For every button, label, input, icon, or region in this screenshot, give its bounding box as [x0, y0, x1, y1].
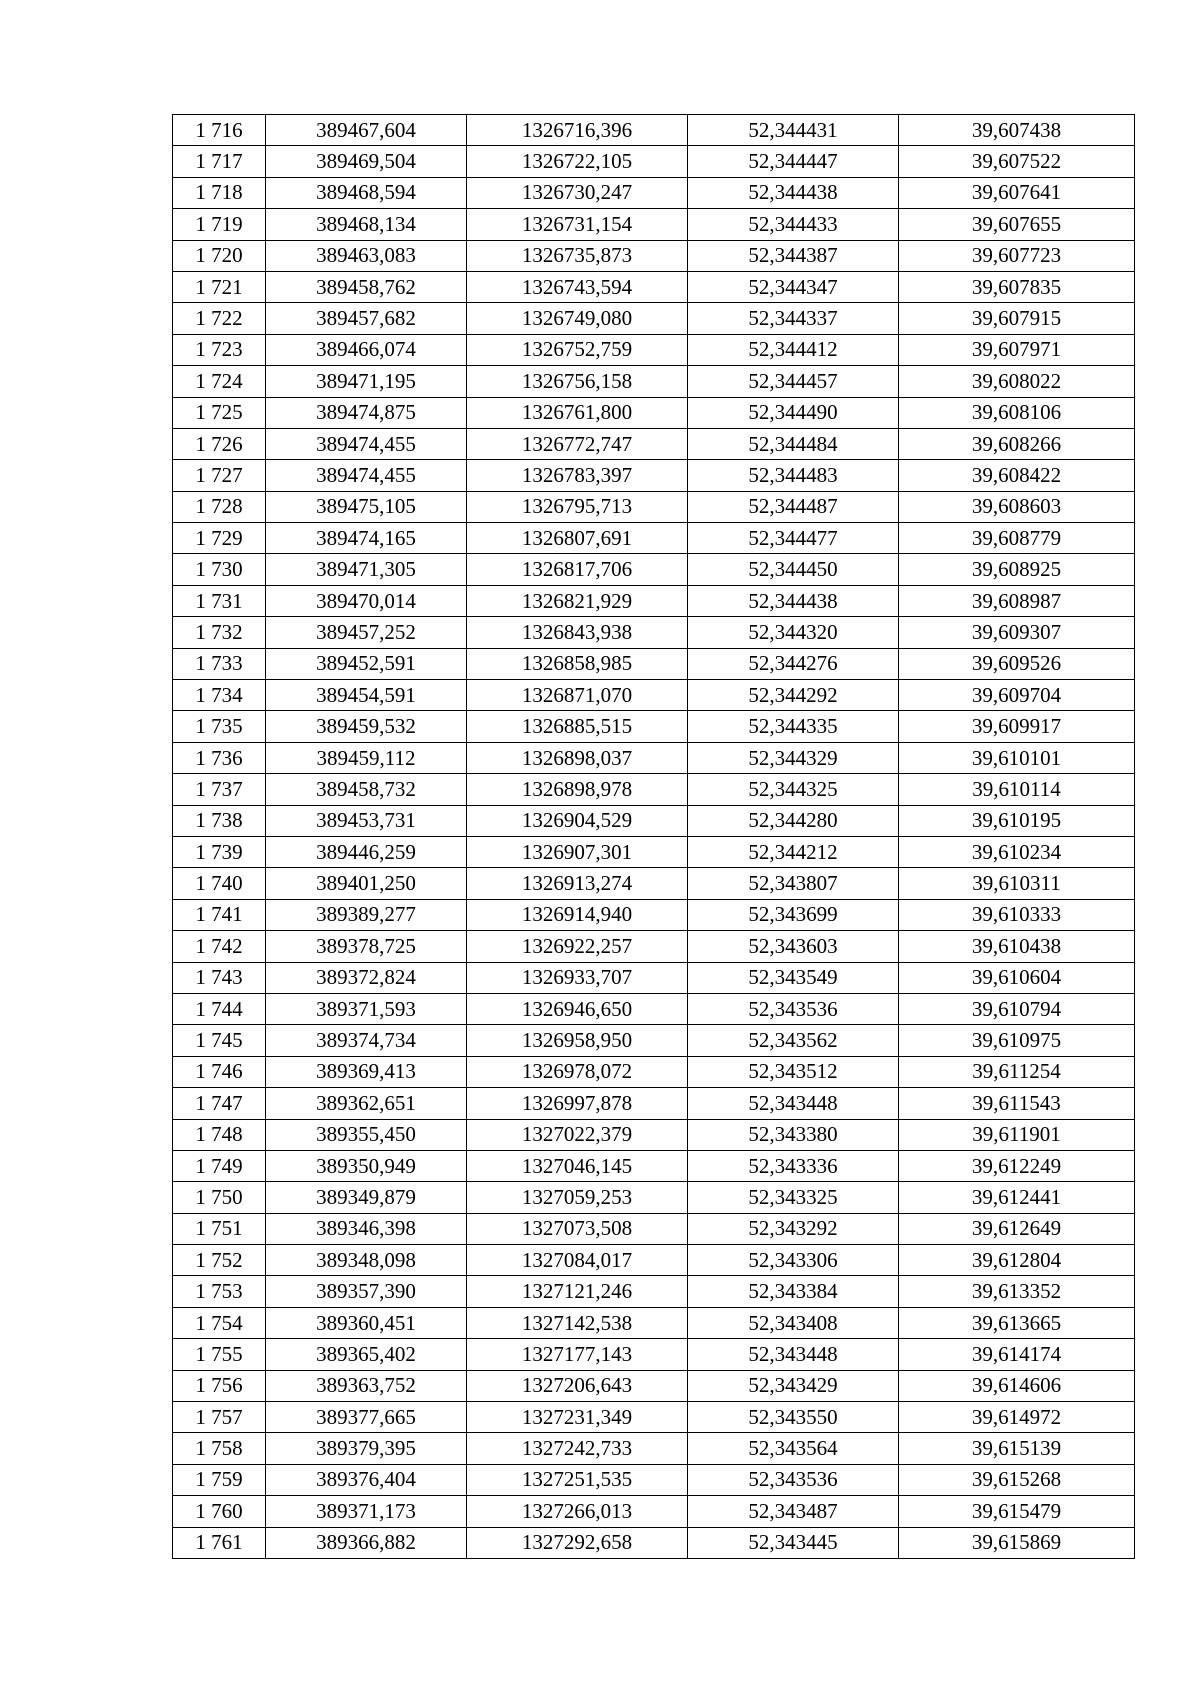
longitude-cell: 39,607522	[899, 146, 1135, 177]
y-coordinate-cell: 1326933,707	[467, 962, 688, 993]
latitude-cell: 52,343564	[688, 1433, 899, 1464]
x-coordinate-cell: 389468,134	[266, 209, 467, 240]
x-coordinate-cell: 389401,250	[266, 868, 467, 899]
table-row	[173, 1496, 1135, 1527]
latitude-cell: 52,343562	[688, 1025, 899, 1056]
point-number-cell: 1 750	[173, 1182, 266, 1213]
x-coordinate-cell: 389371,173	[266, 1496, 467, 1527]
table-row	[173, 931, 1135, 962]
point-number-cell: 1 746	[173, 1056, 266, 1087]
x-coordinate-cell: 389357,390	[266, 1276, 467, 1307]
y-coordinate-cell: 1326946,650	[467, 993, 688, 1024]
point-number-cell: 1 727	[173, 460, 266, 491]
table-row	[173, 1150, 1135, 1181]
latitude-cell: 52,344276	[688, 648, 899, 679]
point-number-cell: 1 729	[173, 523, 266, 554]
longitude-cell: 39,611901	[899, 1119, 1135, 1150]
table-row	[173, 1119, 1135, 1150]
longitude-cell: 39,611543	[899, 1088, 1135, 1119]
latitude-cell: 52,343487	[688, 1496, 899, 1527]
y-coordinate-cell: 1327292,658	[467, 1527, 688, 1558]
latitude-cell: 52,343603	[688, 931, 899, 962]
x-coordinate-cell: 389377,665	[266, 1402, 467, 1433]
longitude-cell: 39,610101	[899, 742, 1135, 773]
longitude-cell: 39,607915	[899, 303, 1135, 334]
table-row	[173, 774, 1135, 805]
latitude-cell: 52,344450	[688, 554, 899, 585]
point-number-cell: 1 744	[173, 993, 266, 1024]
table-row	[173, 491, 1135, 522]
latitude-cell: 52,343325	[688, 1182, 899, 1213]
point-number-cell: 1 719	[173, 209, 266, 240]
latitude-cell: 52,344347	[688, 271, 899, 302]
y-coordinate-cell: 1327142,538	[467, 1307, 688, 1338]
point-number-cell: 1 737	[173, 774, 266, 805]
x-coordinate-cell: 389463,083	[266, 240, 467, 271]
latitude-cell: 52,343536	[688, 1464, 899, 1495]
y-coordinate-cell: 1326731,154	[467, 209, 688, 240]
latitude-cell: 52,343384	[688, 1276, 899, 1307]
latitude-cell: 52,344320	[688, 617, 899, 648]
y-coordinate-cell: 1326756,158	[467, 366, 688, 397]
table-row	[173, 1276, 1135, 1307]
table-row	[173, 899, 1135, 930]
latitude-cell: 52,344438	[688, 585, 899, 616]
longitude-cell: 39,609526	[899, 648, 1135, 679]
y-coordinate-cell: 1326749,080	[467, 303, 688, 334]
y-coordinate-cell: 1326858,985	[467, 648, 688, 679]
x-coordinate-cell: 389363,752	[266, 1370, 467, 1401]
latitude-cell: 52,344457	[688, 366, 899, 397]
longitude-cell: 39,610604	[899, 962, 1135, 993]
x-coordinate-cell: 389458,732	[266, 774, 467, 805]
table-row	[173, 648, 1135, 679]
longitude-cell: 39,614174	[899, 1339, 1135, 1370]
point-number-cell: 1 741	[173, 899, 266, 930]
latitude-cell: 52,344438	[688, 177, 899, 208]
table-row	[173, 1527, 1135, 1558]
latitude-cell: 52,344484	[688, 428, 899, 459]
longitude-cell: 39,608422	[899, 460, 1135, 491]
y-coordinate-cell: 1326795,713	[467, 491, 688, 522]
latitude-cell: 52,343807	[688, 868, 899, 899]
longitude-cell: 39,608266	[899, 428, 1135, 459]
y-coordinate-cell: 1326772,747	[467, 428, 688, 459]
point-number-cell: 1 757	[173, 1402, 266, 1433]
latitude-cell: 52,343536	[688, 993, 899, 1024]
latitude-cell: 52,344292	[688, 680, 899, 711]
y-coordinate-cell: 1326743,594	[467, 271, 688, 302]
point-number-cell: 1 734	[173, 680, 266, 711]
longitude-cell: 39,610438	[899, 931, 1135, 962]
x-coordinate-cell: 389474,455	[266, 428, 467, 459]
longitude-cell: 39,608603	[899, 491, 1135, 522]
point-number-cell: 1 759	[173, 1464, 266, 1495]
latitude-cell: 52,343306	[688, 1245, 899, 1276]
table-row	[173, 836, 1135, 867]
longitude-cell: 39,607655	[899, 209, 1135, 240]
latitude-cell: 52,343380	[688, 1119, 899, 1150]
x-coordinate-cell: 389467,604	[266, 115, 467, 146]
y-coordinate-cell: 1327242,733	[467, 1433, 688, 1464]
latitude-cell: 52,344335	[688, 711, 899, 742]
y-coordinate-cell: 1326716,396	[467, 115, 688, 146]
latitude-cell: 52,344487	[688, 491, 899, 522]
longitude-cell: 39,612441	[899, 1182, 1135, 1213]
x-coordinate-cell: 389457,252	[266, 617, 467, 648]
table-row	[173, 1464, 1135, 1495]
y-coordinate-cell: 1326907,301	[467, 836, 688, 867]
table-row	[173, 115, 1135, 146]
table-row	[173, 366, 1135, 397]
x-coordinate-cell: 389378,725	[266, 931, 467, 962]
x-coordinate-cell: 389471,305	[266, 554, 467, 585]
longitude-cell: 39,615268	[899, 1464, 1135, 1495]
x-coordinate-cell: 389348,098	[266, 1245, 467, 1276]
x-coordinate-cell: 389360,451	[266, 1307, 467, 1338]
table-row	[173, 397, 1135, 428]
latitude-cell: 52,344490	[688, 397, 899, 428]
x-coordinate-cell: 389369,413	[266, 1056, 467, 1087]
longitude-cell: 39,615139	[899, 1433, 1135, 1464]
table-row	[173, 1307, 1135, 1338]
x-coordinate-cell: 389474,455	[266, 460, 467, 491]
longitude-cell: 39,608779	[899, 523, 1135, 554]
y-coordinate-cell: 1327084,017	[467, 1245, 688, 1276]
latitude-cell: 52,343699	[688, 899, 899, 930]
y-coordinate-cell: 1326997,878	[467, 1088, 688, 1119]
y-coordinate-cell: 1326922,257	[467, 931, 688, 962]
y-coordinate-cell: 1326783,397	[467, 460, 688, 491]
y-coordinate-cell: 1326817,706	[467, 554, 688, 585]
y-coordinate-cell: 1326898,037	[467, 742, 688, 773]
point-number-cell: 1 735	[173, 711, 266, 742]
point-number-cell: 1 731	[173, 585, 266, 616]
point-number-cell: 1 720	[173, 240, 266, 271]
table-row	[173, 1056, 1135, 1087]
table-row	[173, 1339, 1135, 1370]
x-coordinate-cell: 389470,014	[266, 585, 467, 616]
x-coordinate-cell: 389475,105	[266, 491, 467, 522]
point-number-cell: 1 749	[173, 1150, 266, 1181]
latitude-cell: 52,344387	[688, 240, 899, 271]
longitude-cell: 39,609704	[899, 680, 1135, 711]
y-coordinate-cell: 1327073,508	[467, 1213, 688, 1244]
latitude-cell: 52,343512	[688, 1056, 899, 1087]
x-coordinate-cell: 389349,879	[266, 1182, 467, 1213]
table-row	[173, 993, 1135, 1024]
longitude-cell: 39,607835	[899, 271, 1135, 302]
table-row	[173, 680, 1135, 711]
latitude-cell: 52,344325	[688, 774, 899, 805]
table-row	[173, 711, 1135, 742]
longitude-cell: 39,615479	[899, 1496, 1135, 1527]
longitude-cell: 39,610975	[899, 1025, 1135, 1056]
point-number-cell: 1 753	[173, 1276, 266, 1307]
y-coordinate-cell: 1326807,691	[467, 523, 688, 554]
x-coordinate-cell: 389346,398	[266, 1213, 467, 1244]
point-number-cell: 1 738	[173, 805, 266, 836]
x-coordinate-cell: 389466,074	[266, 334, 467, 365]
point-number-cell: 1 722	[173, 303, 266, 334]
latitude-cell: 52,343445	[688, 1527, 899, 1558]
point-number-cell: 1 716	[173, 115, 266, 146]
latitude-cell: 52,344280	[688, 805, 899, 836]
table-row	[173, 1182, 1135, 1213]
point-number-cell: 1 754	[173, 1307, 266, 1338]
point-number-cell: 1 739	[173, 836, 266, 867]
point-number-cell: 1 724	[173, 366, 266, 397]
latitude-cell: 52,344433	[688, 209, 899, 240]
longitude-cell: 39,611254	[899, 1056, 1135, 1087]
longitude-cell: 39,607971	[899, 334, 1135, 365]
latitude-cell: 52,343550	[688, 1402, 899, 1433]
latitude-cell: 52,344477	[688, 523, 899, 554]
point-number-cell: 1 726	[173, 428, 266, 459]
table-row	[173, 585, 1135, 616]
point-number-cell: 1 745	[173, 1025, 266, 1056]
x-coordinate-cell: 389372,824	[266, 962, 467, 993]
x-coordinate-cell: 389458,762	[266, 271, 467, 302]
longitude-cell: 39,607641	[899, 177, 1135, 208]
point-number-cell: 1 728	[173, 491, 266, 522]
coordinates-table	[172, 114, 1135, 1559]
longitude-cell: 39,613665	[899, 1307, 1135, 1338]
point-number-cell: 1 758	[173, 1433, 266, 1464]
latitude-cell: 52,343429	[688, 1370, 899, 1401]
x-coordinate-cell: 389350,949	[266, 1150, 467, 1181]
y-coordinate-cell: 1327206,643	[467, 1370, 688, 1401]
point-number-cell: 1 740	[173, 868, 266, 899]
point-number-cell: 1 751	[173, 1213, 266, 1244]
latitude-cell: 52,344412	[688, 334, 899, 365]
table-row	[173, 1213, 1135, 1244]
point-number-cell: 1 748	[173, 1119, 266, 1150]
longitude-cell: 39,610794	[899, 993, 1135, 1024]
longitude-cell: 39,609917	[899, 711, 1135, 742]
point-number-cell: 1 718	[173, 177, 266, 208]
y-coordinate-cell: 1326730,247	[467, 177, 688, 208]
table-row	[173, 554, 1135, 585]
longitude-cell: 39,608106	[899, 397, 1135, 428]
x-coordinate-cell: 389365,402	[266, 1339, 467, 1370]
x-coordinate-cell: 389468,594	[266, 177, 467, 208]
y-coordinate-cell: 1326752,759	[467, 334, 688, 365]
table-row	[173, 240, 1135, 271]
latitude-cell: 52,344329	[688, 742, 899, 773]
x-coordinate-cell: 389366,882	[266, 1527, 467, 1558]
table-row	[173, 868, 1135, 899]
latitude-cell: 52,344212	[688, 836, 899, 867]
latitude-cell: 52,343549	[688, 962, 899, 993]
latitude-cell: 52,344483	[688, 460, 899, 491]
y-coordinate-cell: 1327251,535	[467, 1464, 688, 1495]
table-row	[173, 460, 1135, 491]
y-coordinate-cell: 1326958,950	[467, 1025, 688, 1056]
x-coordinate-cell: 389355,450	[266, 1119, 467, 1150]
y-coordinate-cell: 1327046,145	[467, 1150, 688, 1181]
y-coordinate-cell: 1327022,379	[467, 1119, 688, 1150]
table-row	[173, 177, 1135, 208]
y-coordinate-cell: 1326821,929	[467, 585, 688, 616]
coordinates-table-body	[173, 115, 1135, 1559]
point-number-cell: 1 755	[173, 1339, 266, 1370]
latitude-cell: 52,343448	[688, 1088, 899, 1119]
point-number-cell: 1 732	[173, 617, 266, 648]
y-coordinate-cell: 1326735,873	[467, 240, 688, 271]
x-coordinate-cell: 389459,112	[266, 742, 467, 773]
x-coordinate-cell: 389389,277	[266, 899, 467, 930]
longitude-cell: 39,608022	[899, 366, 1135, 397]
latitude-cell: 52,344431	[688, 115, 899, 146]
point-number-cell: 1 760	[173, 1496, 266, 1527]
x-coordinate-cell: 389474,875	[266, 397, 467, 428]
y-coordinate-cell: 1326913,274	[467, 868, 688, 899]
point-number-cell: 1 736	[173, 742, 266, 773]
table-row	[173, 742, 1135, 773]
x-coordinate-cell: 389457,682	[266, 303, 467, 334]
point-number-cell: 1 747	[173, 1088, 266, 1119]
longitude-cell: 39,612649	[899, 1213, 1135, 1244]
y-coordinate-cell: 1326904,529	[467, 805, 688, 836]
table-row	[173, 1245, 1135, 1276]
y-coordinate-cell: 1326761,800	[467, 397, 688, 428]
table-row	[173, 1370, 1135, 1401]
longitude-cell: 39,615869	[899, 1527, 1135, 1558]
y-coordinate-cell: 1327266,013	[467, 1496, 688, 1527]
table-row	[173, 303, 1135, 334]
x-coordinate-cell: 389446,259	[266, 836, 467, 867]
point-number-cell: 1 743	[173, 962, 266, 993]
longitude-cell: 39,607438	[899, 115, 1135, 146]
y-coordinate-cell: 1327059,253	[467, 1182, 688, 1213]
table-row	[173, 617, 1135, 648]
latitude-cell: 52,343408	[688, 1307, 899, 1338]
y-coordinate-cell: 1326885,515	[467, 711, 688, 742]
point-number-cell: 1 725	[173, 397, 266, 428]
x-coordinate-cell: 389371,593	[266, 993, 467, 1024]
longitude-cell: 39,610114	[899, 774, 1135, 805]
table-row	[173, 334, 1135, 365]
table-row	[173, 1433, 1135, 1464]
longitude-cell: 39,609307	[899, 617, 1135, 648]
table-row	[173, 805, 1135, 836]
y-coordinate-cell: 1326898,978	[467, 774, 688, 805]
x-coordinate-cell: 389471,195	[266, 366, 467, 397]
longitude-cell: 39,610234	[899, 836, 1135, 867]
table-row	[173, 428, 1135, 459]
point-number-cell: 1 733	[173, 648, 266, 679]
longitude-cell: 39,607723	[899, 240, 1135, 271]
latitude-cell: 52,344447	[688, 146, 899, 177]
longitude-cell: 39,608925	[899, 554, 1135, 585]
x-coordinate-cell: 389376,404	[266, 1464, 467, 1495]
x-coordinate-cell: 389469,504	[266, 146, 467, 177]
longitude-cell: 39,614972	[899, 1402, 1135, 1433]
y-coordinate-cell: 1326843,938	[467, 617, 688, 648]
longitude-cell: 39,610311	[899, 868, 1135, 899]
x-coordinate-cell: 389474,165	[266, 523, 467, 554]
x-coordinate-cell: 389362,651	[266, 1088, 467, 1119]
latitude-cell: 52,343292	[688, 1213, 899, 1244]
x-coordinate-cell: 389379,395	[266, 1433, 467, 1464]
table-row	[173, 146, 1135, 177]
longitude-cell: 39,613352	[899, 1276, 1135, 1307]
latitude-cell: 52,343336	[688, 1150, 899, 1181]
table-row	[173, 1402, 1135, 1433]
longitude-cell: 39,610333	[899, 899, 1135, 930]
point-number-cell: 1 752	[173, 1245, 266, 1276]
y-coordinate-cell: 1327177,143	[467, 1339, 688, 1370]
point-number-cell: 1 721	[173, 271, 266, 302]
longitude-cell: 39,612249	[899, 1150, 1135, 1181]
longitude-cell: 39,608987	[899, 585, 1135, 616]
point-number-cell: 1 756	[173, 1370, 266, 1401]
x-coordinate-cell: 389452,591	[266, 648, 467, 679]
y-coordinate-cell: 1327231,349	[467, 1402, 688, 1433]
longitude-cell: 39,610195	[899, 805, 1135, 836]
latitude-cell: 52,344337	[688, 303, 899, 334]
x-coordinate-cell: 389453,731	[266, 805, 467, 836]
y-coordinate-cell: 1326914,940	[467, 899, 688, 930]
y-coordinate-cell: 1326871,070	[467, 680, 688, 711]
longitude-cell: 39,614606	[899, 1370, 1135, 1401]
table-row	[173, 962, 1135, 993]
y-coordinate-cell: 1327121,246	[467, 1276, 688, 1307]
table-row	[173, 523, 1135, 554]
point-number-cell: 1 742	[173, 931, 266, 962]
point-number-cell: 1 723	[173, 334, 266, 365]
x-coordinate-cell: 389459,532	[266, 711, 467, 742]
table-row	[173, 1088, 1135, 1119]
y-coordinate-cell: 1326978,072	[467, 1056, 688, 1087]
y-coordinate-cell: 1326722,105	[467, 146, 688, 177]
table-row	[173, 271, 1135, 302]
table-row	[173, 1025, 1135, 1056]
point-number-cell: 1 761	[173, 1527, 266, 1558]
longitude-cell: 39,612804	[899, 1245, 1135, 1276]
latitude-cell: 52,343448	[688, 1339, 899, 1370]
point-number-cell: 1 717	[173, 146, 266, 177]
x-coordinate-cell: 389374,734	[266, 1025, 467, 1056]
x-coordinate-cell: 389454,591	[266, 680, 467, 711]
point-number-cell: 1 730	[173, 554, 266, 585]
table-row	[173, 209, 1135, 240]
